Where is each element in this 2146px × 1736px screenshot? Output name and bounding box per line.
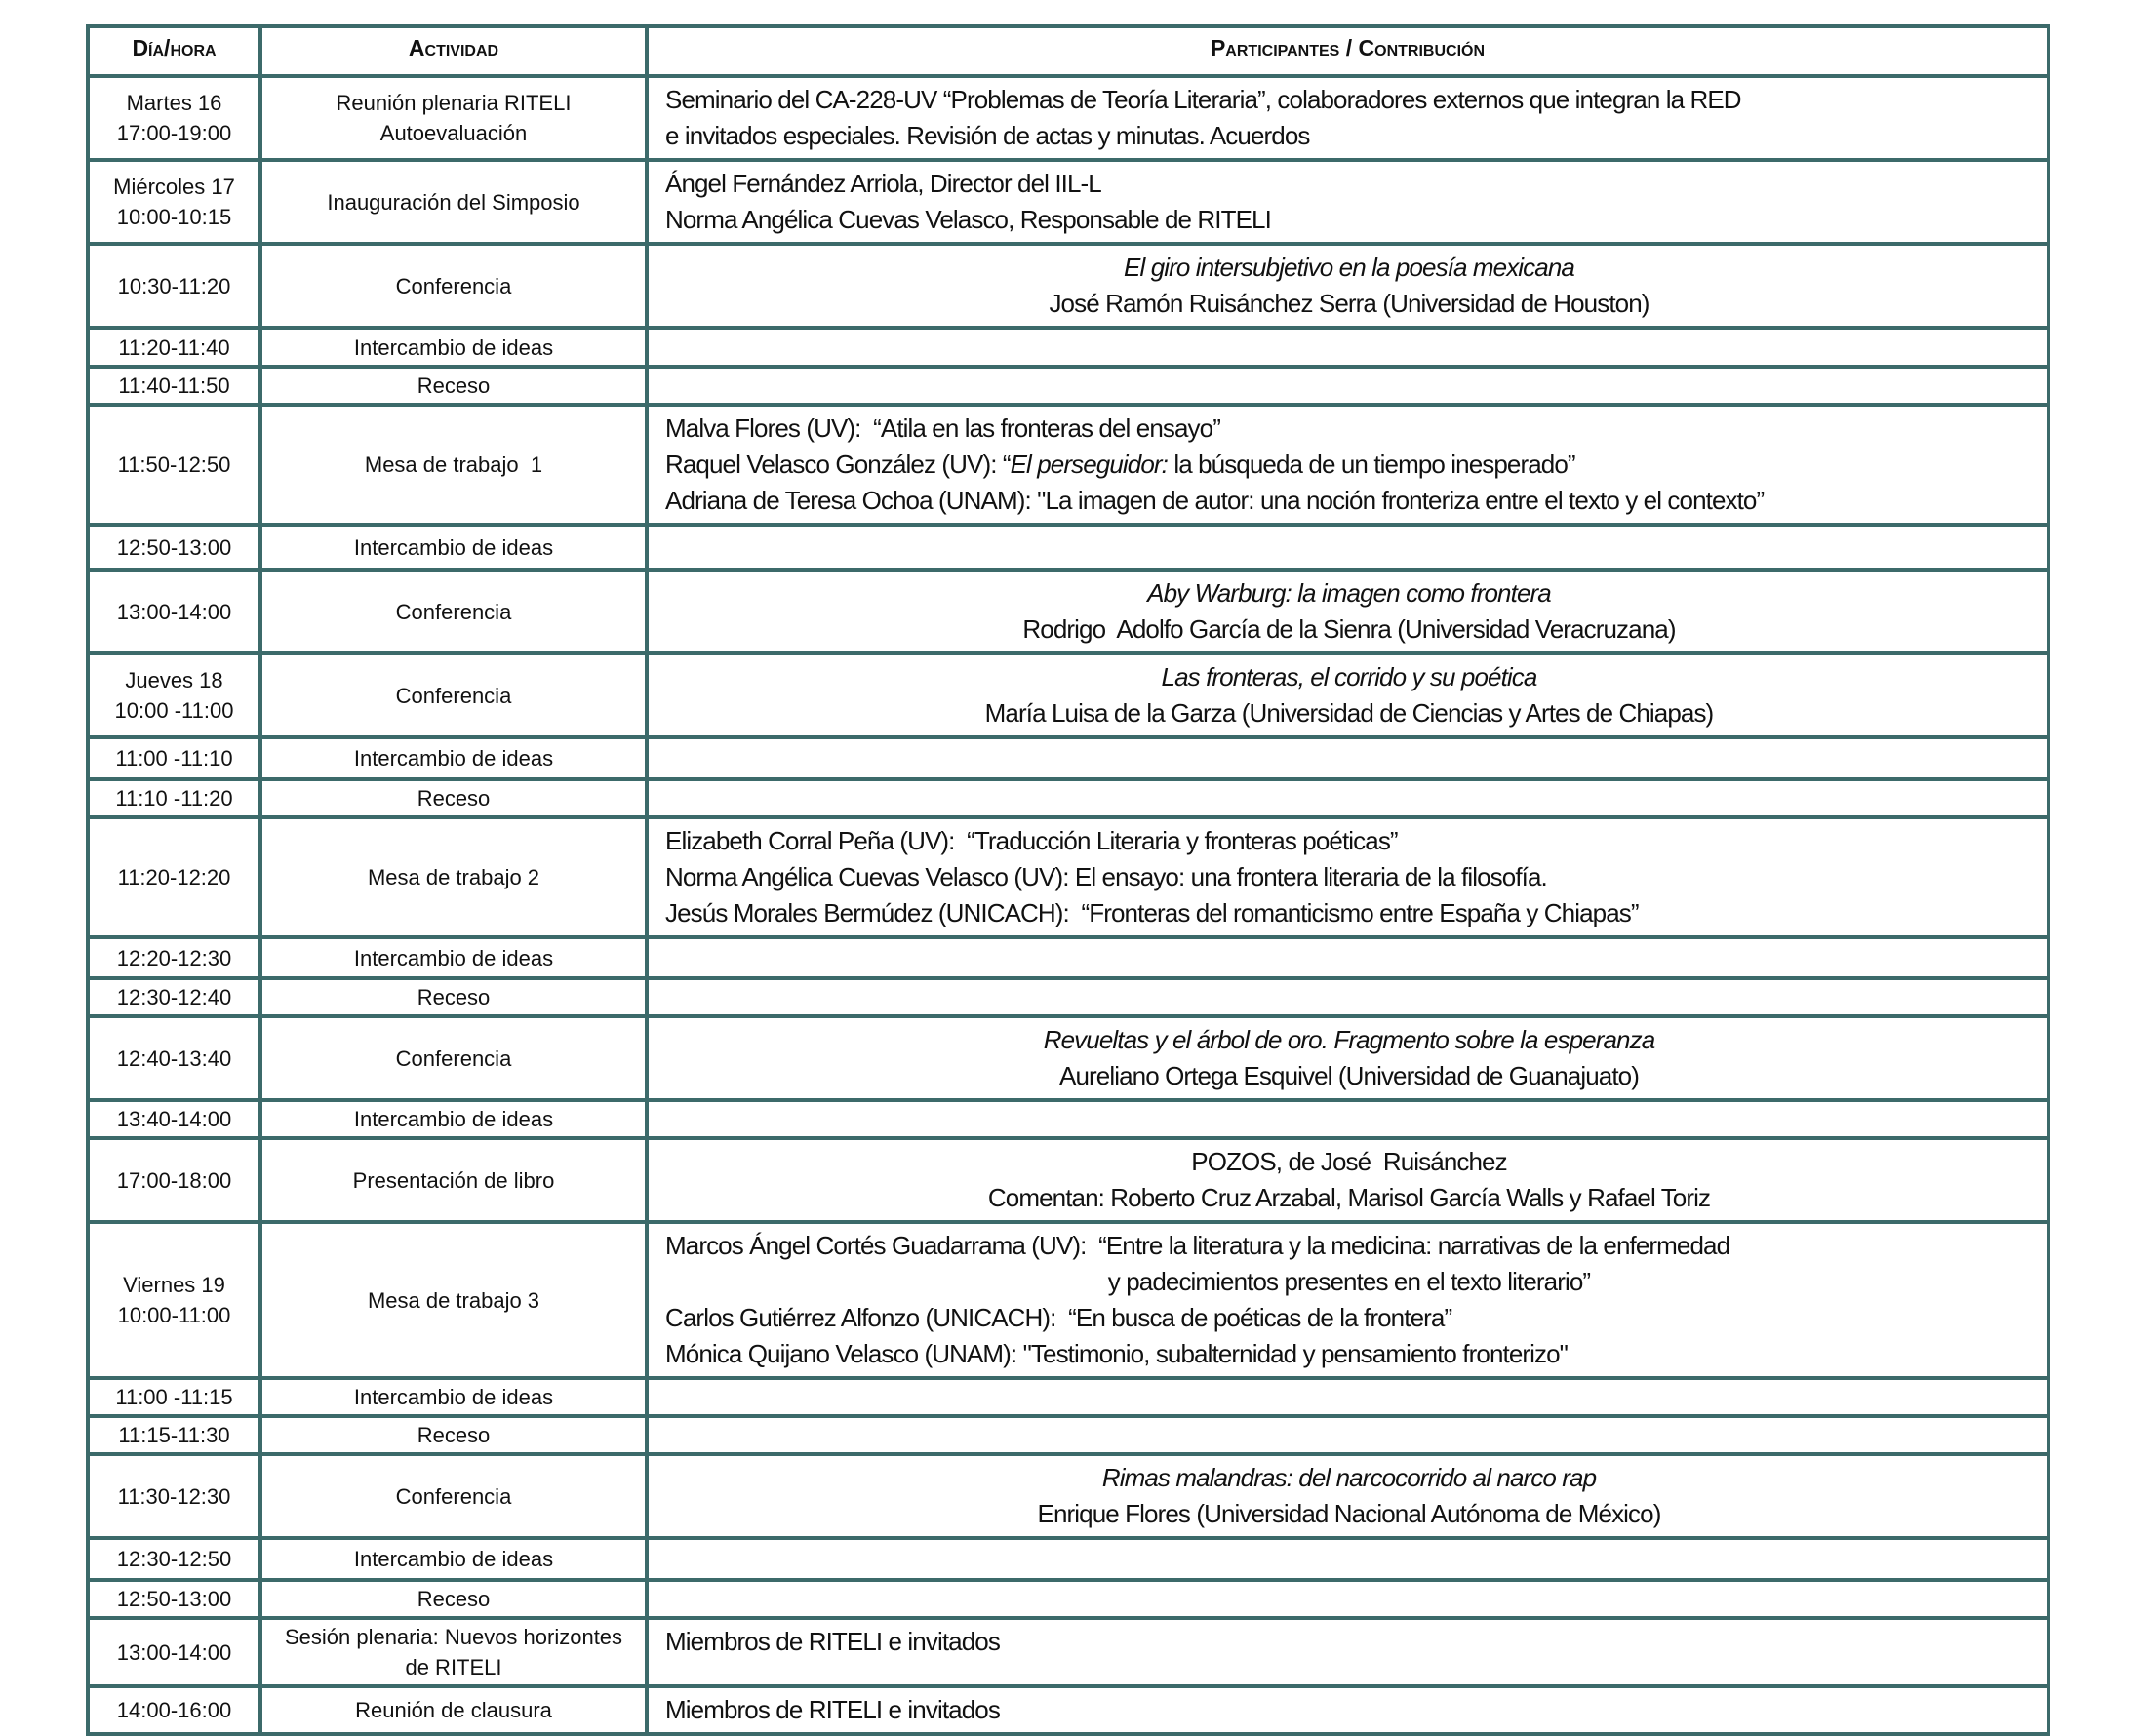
time-cell: [88, 737, 260, 779]
participants-text: Enrique Flores (Universidad Nacional Autónoma de México): [1037, 1499, 1661, 1528]
participants-text: Malva Flores (UV): “Atila en las fronteras del ensayo”: [665, 414, 1220, 443]
activity-cell: [260, 160, 647, 244]
participants-cell: [647, 1538, 2048, 1580]
table-row: [88, 1138, 2048, 1222]
activity-cell: [260, 937, 647, 978]
activity-text: Receso: [417, 374, 491, 398]
participants-text-italic: Revueltas y el árbol de oro. Fragmento sobre la esperanza: [1043, 1025, 1655, 1054]
participants-text: Mónica Quijano Velasco (UNAM): "Testimonio, subalternidad y pensamiento fronterizo": [665, 1339, 1569, 1368]
table-row: [88, 570, 2048, 653]
time-cell: [88, 1416, 260, 1454]
participants-cell: [647, 1138, 2048, 1222]
participants-text: Miembros de RITELI e invitados: [665, 1627, 1000, 1656]
participants-line: [665, 1300, 2033, 1336]
participants-text: María Luisa de la Garza (Universidad de Ciencias y Artes de Chiapas): [984, 698, 1714, 728]
participants-line: [665, 859, 2033, 895]
activity-cell: [260, 1580, 647, 1618]
participants-cell: [647, 1378, 2048, 1416]
participants-cell: [647, 1100, 2048, 1138]
participants-cell: [647, 525, 2048, 570]
activity-text: Intercambio de ideas: [353, 1385, 554, 1409]
participants-line: [665, 202, 2033, 238]
time-cell: [88, 1100, 260, 1138]
time-text: 13:40-14:00: [116, 1107, 232, 1131]
activity-cell: [260, 1686, 647, 1734]
time-cell: [88, 817, 260, 937]
participants-line: [665, 1264, 2033, 1300]
activity-cell: [260, 405, 647, 525]
activity-cell: [260, 1016, 647, 1100]
activity-cell: [260, 1138, 647, 1222]
time-text: 12:50-13:00: [116, 1587, 232, 1611]
time-cell: [88, 653, 260, 737]
participants-text: Jesús Morales Bermúdez (UNICACH): “Fronteras del romanticismo entre España y Chiapas”: [665, 898, 1639, 927]
table-row: [88, 1618, 2048, 1686]
participants-cell: [647, 1686, 2048, 1734]
time-text: 10:00 -11:00: [114, 698, 234, 723]
activity-cell: [260, 525, 647, 570]
participants-text-italic: Rimas malandras: del narcocorrido al narco rap: [1101, 1463, 1597, 1492]
time-text: 11:40-11:50: [118, 374, 230, 398]
table-row: [88, 1538, 2048, 1580]
participants-cell: [647, 779, 2048, 817]
participants-cell: [647, 1016, 2048, 1100]
participants-cell: [647, 244, 2048, 328]
participants-text: Marcos Ángel Cortés Guadarrama (UV): “Entre la literatura y la medicina: narrativas de la enfermedad: [665, 1231, 1730, 1260]
participants-line: [665, 286, 2033, 322]
participants-text: Norma Angélica Cuevas Velasco (UV): El ensayo: una frontera literaria de la filosofía.: [665, 862, 1547, 891]
activity-text: Receso: [417, 786, 491, 810]
participants-text: Comentan: Roberto Cruz Arzabal, Marisol García Walls y Rafael Toriz: [987, 1183, 1711, 1212]
participants-cell: [647, 328, 2048, 367]
activity-text: Receso: [417, 1423, 491, 1447]
time-cell: [88, 1378, 260, 1416]
activity-cell: [260, 1100, 647, 1138]
participants-cell: [647, 1222, 2048, 1378]
activity-text: Mesa de trabajo 1: [364, 453, 543, 477]
activity-text: Autoevaluación: [379, 121, 528, 145]
activity-text: Mesa de trabajo 3: [367, 1287, 540, 1313]
participants-cell: [647, 160, 2048, 244]
time-text: Jueves 18: [125, 668, 223, 692]
time-text: 11:15-11:30: [118, 1423, 230, 1447]
schedule-table: [86, 24, 2050, 1736]
time-cell: [88, 1222, 260, 1378]
participants-text: y padecimientos presentes en el texto literario”: [1107, 1267, 1591, 1296]
participants-line: [665, 1336, 2033, 1372]
participants-text: la búsqueda de un tiempo inesperado”: [1168, 450, 1575, 479]
activity-text: Intercambio de ideas: [353, 335, 554, 360]
time-text: 17:00-18:00: [116, 1167, 232, 1193]
activity-cell: [260, 1618, 647, 1686]
table-row: [88, 653, 2048, 737]
table-row: [88, 244, 2048, 328]
activity-cell: [260, 653, 647, 737]
participants-cell: [647, 76, 2048, 160]
time-text: 11:00 -11:15: [115, 1385, 233, 1409]
time-text: 13:00-14:00: [116, 1639, 232, 1665]
time-cell: [88, 1580, 260, 1618]
table-row: [88, 1686, 2048, 1734]
table-row: [88, 328, 2048, 367]
participants-cell: [647, 1454, 2048, 1538]
participants-cell: [647, 367, 2048, 405]
table-row: [88, 1378, 2048, 1416]
table-row: [88, 1454, 2048, 1538]
participants-line: [665, 612, 2033, 648]
participants-cell: [647, 570, 2048, 653]
activity-cell: [260, 978, 647, 1016]
participants-line: [665, 411, 2033, 447]
activity-text: Conferencia: [395, 1483, 512, 1509]
activity-text: Conferencia: [395, 683, 512, 708]
activity-text: Reunión plenaria RITELI: [336, 91, 572, 115]
table-row: [88, 1222, 2048, 1378]
time-text: 14:00-16:00: [116, 1698, 232, 1722]
participants-text: POZOS, de José Ruisánchez: [1191, 1147, 1507, 1176]
participants-line: [665, 1692, 2033, 1728]
participants-text: Seminario del CA-228-UV “Problemas de Teoría Literaria”, colaboradores externos que integran la RED: [665, 85, 1741, 114]
activity-text: Conferencia: [395, 1046, 512, 1071]
activity-text: Inauguración del Simposio: [327, 189, 580, 215]
activity-cell: [260, 1538, 647, 1580]
participants-text: Rodrigo Adolfo García de la Sienra (Universidad Veracruzana): [1022, 614, 1676, 644]
time-text: 10:00-10:15: [116, 205, 232, 229]
table-row: [88, 1580, 2048, 1618]
time-cell: [88, 1454, 260, 1538]
participants-line: [665, 1460, 2033, 1496]
time-cell: [88, 937, 260, 978]
time-text: 12:50-13:00: [116, 534, 232, 560]
participants-line: [665, 1228, 2033, 1264]
activity-text: Reunión de clausura: [355, 1698, 552, 1722]
activity-cell: [260, 1454, 647, 1538]
participants-text: Ángel Fernández Arriola, Director del IIL-L: [665, 169, 1101, 198]
participants-text-italic: El giro intersubjetivo en la poesía mexicana: [1124, 253, 1574, 282]
table-row: [88, 817, 2048, 937]
activity-cell: [260, 1378, 647, 1416]
participants-text: Miembros de RITELI e invitados: [665, 1695, 1000, 1724]
time-text: 12:30-12:40: [116, 985, 232, 1009]
participants-text: Raquel Velasco González (UV): “: [665, 450, 1011, 479]
participants-line: [665, 250, 2033, 286]
activity-text: Conferencia: [395, 599, 512, 624]
activity-cell: [260, 367, 647, 405]
header-participants: Participantes / Contribución: [647, 26, 2048, 76]
participants-line: [665, 575, 2033, 612]
header-row: [88, 26, 2048, 76]
participants-line: [665, 82, 2033, 118]
participants-line: [665, 483, 2033, 519]
time-cell: [88, 405, 260, 525]
participants-line: [665, 895, 2033, 931]
activity-cell: [260, 570, 647, 653]
participants-text: Adriana de Teresa Ochoa (UNAM): "La imagen de autor: una noción fronteriza entre el texto y el contexto”: [665, 486, 1765, 515]
activity-text: de RITELI: [405, 1655, 502, 1679]
participants-cell: [647, 405, 2048, 525]
participants-line: [665, 1144, 2033, 1180]
time-text: 17:00-19:00: [116, 121, 232, 145]
participants-cell: [647, 1618, 2048, 1686]
participants-cell: [647, 937, 2048, 978]
activity-text: Conferencia: [395, 273, 512, 298]
participants-text: Elizabeth Corral Peña (UV): “Traducción Literaria y fronteras poéticas”: [665, 826, 1398, 855]
time-text: 11:00 -11:10: [115, 746, 233, 770]
table-row: [88, 1016, 2048, 1100]
activity-text: Intercambio de ideas: [353, 1547, 554, 1571]
activity-cell: [260, 817, 647, 937]
participants-line: [665, 1180, 2033, 1216]
activity-text: Presentación de libro: [352, 1167, 555, 1193]
time-cell: [88, 367, 260, 405]
table-row: [88, 978, 2048, 1016]
participants-cell: [647, 653, 2048, 737]
table-row: [88, 367, 2048, 405]
activity-text: Intercambio de ideas: [353, 534, 554, 560]
participants-cell: [647, 978, 2048, 1016]
participants-line: [665, 166, 2033, 202]
activity-text: Intercambio de ideas: [353, 945, 554, 970]
time-cell: [88, 160, 260, 244]
participants-line: [665, 823, 2033, 859]
activity-cell: [260, 328, 647, 367]
table-row: [88, 779, 2048, 817]
time-text: Miércoles 17: [113, 175, 235, 199]
time-text: 11:50-12:50: [117, 453, 231, 477]
time-cell: [88, 1618, 260, 1686]
time-cell: [88, 1538, 260, 1580]
time-text: 10:00-11:00: [117, 1303, 231, 1327]
time-cell: [88, 978, 260, 1016]
time-text: Martes 16: [126, 91, 222, 115]
participants-text: Norma Angélica Cuevas Velasco, Responsable de RITELI: [665, 205, 1271, 234]
activity-text: Intercambio de ideas: [353, 746, 554, 770]
activity-text: Receso: [417, 1587, 491, 1611]
time-cell: [88, 244, 260, 328]
time-text: 11:10 -11:20: [115, 786, 233, 810]
participants-line: [665, 1624, 2033, 1660]
time-text: 12:20-12:30: [116, 945, 232, 970]
time-cell: [88, 328, 260, 367]
participants-text: Carlos Gutiérrez Alfonzo (UNICACH): “En busca de poéticas de la frontera”: [665, 1303, 1452, 1332]
participants-line: [665, 1058, 2033, 1094]
time-text: 12:30-12:50: [116, 1547, 232, 1571]
time-text: 12:40-13:40: [116, 1046, 232, 1071]
activity-cell: [260, 244, 647, 328]
table-row: [88, 405, 2048, 525]
time-cell: [88, 1138, 260, 1222]
time-text: Viernes 19: [123, 1273, 225, 1297]
activity-cell: [260, 737, 647, 779]
time-text: 11:30-12:30: [117, 1483, 231, 1509]
participants-text-italic: Las fronteras, el corrido y su poética: [1161, 662, 1537, 691]
time-text: 13:00-14:00: [116, 599, 232, 624]
header-day-hour: Día/hora: [88, 26, 260, 76]
participants-cell: [647, 1416, 2048, 1454]
time-cell: [88, 525, 260, 570]
time-cell: [88, 1686, 260, 1734]
table-row: [88, 76, 2048, 160]
participants-line: [665, 659, 2033, 695]
activity-cell: [260, 76, 647, 160]
activity-cell: [260, 1416, 647, 1454]
time-cell: [88, 570, 260, 653]
time-cell: [88, 1016, 260, 1100]
time-text: 10:30-11:20: [117, 273, 231, 298]
participants-cell: [647, 737, 2048, 779]
table-row: [88, 937, 2048, 978]
activity-text: Mesa de trabajo 2: [367, 865, 540, 889]
time-text: 11:20-11:40: [118, 335, 230, 360]
activity-text: Receso: [417, 985, 491, 1009]
header-activity: Actividad: [260, 26, 647, 76]
activity-text: Intercambio de ideas: [353, 1107, 554, 1131]
participants-line: [665, 1496, 2033, 1532]
time-cell: [88, 76, 260, 160]
activity-text: Sesión plenaria: Nuevos horizontes: [284, 1625, 623, 1649]
participants-line: [665, 447, 2033, 483]
activity-cell: [260, 779, 647, 817]
participants-text-italic: Aby Warburg: la imagen como frontera: [1147, 578, 1551, 608]
participants-line: [665, 695, 2033, 731]
table-row: [88, 525, 2048, 570]
table-row: [88, 1416, 2048, 1454]
participants-line: [665, 1022, 2033, 1058]
participants-text: e invitados especiales. Revisión de actas y minutas. Acuerdos: [665, 121, 1310, 150]
table-row: [88, 160, 2048, 244]
time-text: 11:20-12:20: [117, 865, 231, 889]
participants-cell: [647, 817, 2048, 937]
participants-text: Aureliano Ortega Esquivel (Universidad de Guanajuato): [1059, 1061, 1639, 1090]
participants-text-italic: El perseguidor:: [1010, 450, 1168, 479]
participants-cell: [647, 1580, 2048, 1618]
table-row: [88, 737, 2048, 779]
schedule-body: [88, 76, 2048, 1734]
table-row: [88, 1100, 2048, 1138]
time-cell: [88, 779, 260, 817]
participants-line: [665, 118, 2033, 154]
activity-cell: [260, 1222, 647, 1378]
participants-text: José Ramón Ruisánchez Serra (Universidad de Houston): [1049, 289, 1649, 318]
